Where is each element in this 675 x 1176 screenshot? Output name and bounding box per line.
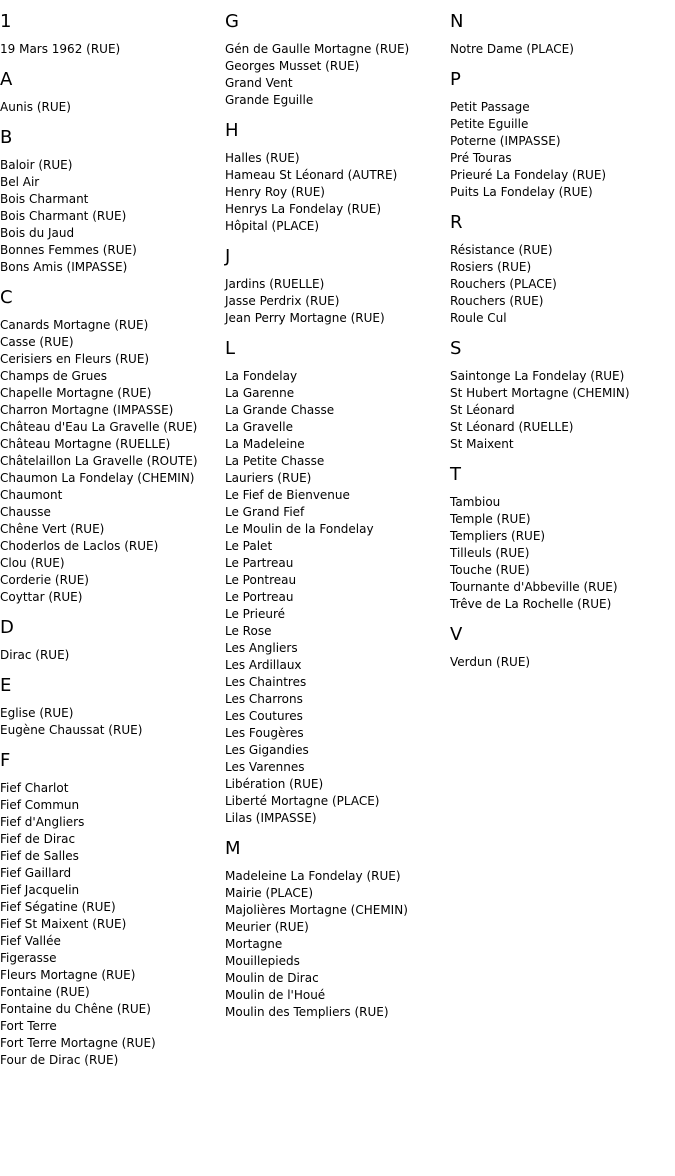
section-letter-heading: H <box>225 120 239 141</box>
street-list <box>0 647 225 664</box>
street-link[interactable]: Petite Eguille <box>450 117 529 131</box>
street-link[interactable]: Résistance (RUE) <box>450 243 553 257</box>
section-letter-heading: 1 <box>0 11 12 32</box>
street-link[interactable]: Fontaine du Chêne (RUE) <box>0 1002 151 1016</box>
street-link[interactable]: Touche (RUE) <box>450 563 530 577</box>
street-link[interactable]: Petit Passage <box>450 100 530 114</box>
street-list <box>225 368 450 827</box>
street-link[interactable]: Hameau St Léonard (AUTRE) <box>225 168 398 182</box>
street-link[interactable]: Tournante d'Abbeville (RUE) <box>450 580 618 594</box>
street-link[interactable]: Fief St Maixent (RUE) <box>0 917 127 931</box>
section-letter-heading: V <box>450 624 463 645</box>
street-link[interactable]: Liberté Mortagne (PLACE) <box>225 794 380 808</box>
street-link[interactable]: 19 Mars 1962 (RUE) <box>0 42 121 56</box>
street-link[interactable]: Hôpital (PLACE) <box>225 219 320 233</box>
letter-section <box>0 287 225 606</box>
street-list <box>0 99 225 116</box>
section-letter-heading: B <box>0 127 13 148</box>
street-link[interactable]: Tilleuls (RUE) <box>450 546 530 560</box>
section-letter-heading: F <box>0 750 11 771</box>
street-link[interactable]: La Grande Chasse <box>225 403 335 417</box>
street-link[interactable]: Moulin de l'Houé <box>225 988 326 1002</box>
street-link[interactable]: Choderlos de Laclos (RUE) <box>0 539 159 553</box>
letter-section <box>0 69 225 116</box>
street-link[interactable]: St Hubert Mortagne (CHEMIN) <box>450 386 630 400</box>
street-link[interactable]: Château d'Eau La Gravelle (RUE) <box>0 420 198 434</box>
street-link[interactable]: Fort Terre Mortagne (RUE) <box>0 1036 156 1050</box>
street-link[interactable]: Le Grand Fief <box>225 505 305 519</box>
street-list <box>225 276 450 327</box>
street-link[interactable]: Cerisiers en Fleurs (RUE) <box>0 352 150 366</box>
section-letter-heading: E <box>0 675 12 696</box>
section-letter-heading: S <box>450 338 462 359</box>
street-link[interactable]: Majolières Mortagne (CHEMIN) <box>225 903 408 917</box>
street-link[interactable]: Eglise (RUE) <box>0 706 74 720</box>
street-link[interactable]: Baloir (RUE) <box>0 158 73 172</box>
street-link[interactable]: Mairie (PLACE) <box>225 886 314 900</box>
street-column-2 <box>225 0 450 1021</box>
street-link[interactable]: Grande Eguille <box>225 93 314 107</box>
street-link[interactable]: Moulin des Templiers (RUE) <box>225 1005 389 1019</box>
street-link[interactable]: Gén de Gaulle Mortagne (RUE) <box>225 42 410 56</box>
street-link[interactable]: Saintonge La Fondelay (RUE) <box>450 369 625 383</box>
street-link[interactable]: Bonnes Femmes (RUE) <box>0 243 137 257</box>
street-link[interactable]: Fort Terre <box>0 1019 57 1033</box>
street-link[interactable]: Champs de Grues <box>0 369 107 383</box>
street-link[interactable]: La Petite Chasse <box>225 454 325 468</box>
street-link[interactable]: La Fondelay <box>225 369 298 383</box>
street-list <box>450 242 675 327</box>
street-link[interactable]: Le Rose <box>225 624 272 638</box>
street-link[interactable]: Fleurs Mortagne (RUE) <box>0 968 136 982</box>
street-link[interactable]: La Madeleine <box>225 437 305 451</box>
street-column-1 <box>0 0 225 1069</box>
section-letter-heading: R <box>450 212 463 233</box>
street-list <box>225 868 450 1021</box>
street-link[interactable]: Le Fief de Bienvenue <box>225 488 350 502</box>
street-list <box>450 41 675 58</box>
letter-section <box>0 750 225 1069</box>
street-link[interactable]: St Léonard <box>450 403 515 417</box>
street-list <box>0 780 225 1069</box>
section-letter-heading: N <box>450 11 464 32</box>
street-link[interactable]: Lilas (IMPASSE) <box>225 811 317 825</box>
section-letter-heading: A <box>0 69 13 90</box>
street-link[interactable]: Canards Mortagne (RUE) <box>0 318 149 332</box>
letter-section <box>450 11 675 58</box>
street-link[interactable]: Les Coutures <box>225 709 303 723</box>
street-link[interactable]: Figerasse <box>0 951 57 965</box>
letter-section <box>0 675 225 739</box>
street-list <box>0 705 225 739</box>
street-link[interactable]: Bons Amis (IMPASSE) <box>0 260 128 274</box>
street-list <box>0 157 225 276</box>
street-link[interactable]: Halles (RUE) <box>225 151 300 165</box>
street-link[interactable]: Fief Vallée <box>0 934 61 948</box>
street-link[interactable]: Le Moulin de la Fondelay <box>225 522 374 536</box>
street-link[interactable]: Fief Jacquelin <box>0 883 80 897</box>
street-link[interactable]: Meurier (RUE) <box>225 920 309 934</box>
street-link[interactable]: Le Partreau <box>225 556 294 570</box>
street-link[interactable]: Trêve de La Rochelle (RUE) <box>450 597 612 611</box>
street-link[interactable]: Dirac (RUE) <box>0 648 70 662</box>
letter-section <box>0 11 225 58</box>
street-link[interactable]: Le Portreau <box>225 590 294 604</box>
letter-section <box>225 838 450 1021</box>
letter-section <box>450 464 675 613</box>
street-link[interactable]: Le Palet <box>225 539 273 553</box>
street-link[interactable]: Georges Musset (RUE) <box>225 59 360 73</box>
letter-section <box>0 617 225 664</box>
section-letter-heading: D <box>0 617 14 638</box>
street-link[interactable]: Les Varennes <box>225 760 305 774</box>
street-link[interactable]: Prieuré La Fondelay (RUE) <box>450 168 607 182</box>
section-letter-heading: G <box>225 11 239 32</box>
street-link[interactable]: Clou (RUE) <box>0 556 65 570</box>
street-link[interactable]: Château Mortagne (RUELLE) <box>0 437 171 451</box>
street-link[interactable]: Templiers (RUE) <box>450 529 546 543</box>
section-letter-heading: M <box>225 838 241 859</box>
street-link[interactable]: Jean Perry Mortagne (RUE) <box>225 311 385 325</box>
street-list <box>0 41 225 58</box>
street-link[interactable]: Lauriers (RUE) <box>225 471 312 485</box>
street-list <box>450 368 675 453</box>
street-link[interactable]: Grand Vent <box>225 76 293 90</box>
street-list <box>225 41 450 109</box>
street-link[interactable]: Les Gigandies <box>225 743 309 757</box>
street-link[interactable]: Chaumont <box>0 488 63 502</box>
street-link[interactable]: Eugène Chaussat (RUE) <box>0 723 143 737</box>
street-link[interactable]: Fief Ségatine (RUE) <box>0 900 116 914</box>
street-link[interactable]: Rouchers (RUE) <box>450 294 544 308</box>
section-letter-heading: L <box>225 338 236 359</box>
street-link[interactable]: La Gravelle <box>225 420 293 434</box>
street-link[interactable]: Roule Cul <box>450 311 507 325</box>
letter-section <box>450 624 675 671</box>
street-link[interactable]: Mortagne <box>225 937 283 951</box>
street-link[interactable]: Libération (RUE) <box>225 777 324 791</box>
letter-section <box>450 338 675 453</box>
street-link[interactable]: Les Chaintres <box>225 675 307 689</box>
street-list <box>450 654 675 671</box>
street-link[interactable]: Charron Mortagne (IMPASSE) <box>0 403 174 417</box>
street-link[interactable]: Fief d'Angliers <box>0 815 85 829</box>
street-link[interactable]: Madeleine La Fondelay (RUE) <box>225 869 401 883</box>
street-link[interactable]: Les Angliers <box>225 641 298 655</box>
street-link[interactable]: Fief Commun <box>0 798 80 812</box>
street-link[interactable]: Casse (RUE) <box>0 335 74 349</box>
section-letter-heading: J <box>225 246 231 267</box>
street-link[interactable]: Temple (RUE) <box>450 512 531 526</box>
street-link[interactable]: Poterne (IMPASSE) <box>450 134 561 148</box>
street-link[interactable]: Chêne Vert (RUE) <box>0 522 105 536</box>
street-link[interactable]: Verdun (RUE) <box>450 655 531 669</box>
street-link[interactable]: Puits La Fondelay (RUE) <box>450 185 593 199</box>
street-list <box>450 494 675 613</box>
street-link[interactable]: Bois Charmant (RUE) <box>0 209 127 223</box>
street-link[interactable]: Henry Roy (RUE) <box>225 185 325 199</box>
street-link[interactable]: Bois du Jaud <box>0 226 75 240</box>
street-link[interactable]: Fief Gaillard <box>0 866 72 880</box>
street-list <box>225 150 450 235</box>
street-link[interactable]: Les Ardillaux <box>225 658 302 672</box>
street-list <box>0 317 225 606</box>
street-link[interactable]: Fief de Dirac <box>0 832 76 846</box>
street-link[interactable]: Fief de Salles <box>0 849 79 863</box>
letter-section <box>0 127 225 276</box>
street-link[interactable]: Les Fougères <box>225 726 304 740</box>
street-link[interactable]: Fief Charlot <box>0 781 69 795</box>
letter-section <box>225 120 450 235</box>
street-link[interactable]: Chausse <box>0 505 51 519</box>
street-link[interactable]: Coyttar (RUE) <box>0 590 83 604</box>
street-link[interactable]: Rouchers (PLACE) <box>450 277 557 291</box>
street-link[interactable]: Moulin de Dirac <box>225 971 319 985</box>
letter-section <box>225 11 450 109</box>
street-link[interactable]: Notre Dame (PLACE) <box>450 42 574 56</box>
letter-section <box>225 246 450 327</box>
street-link[interactable]: Fontaine (RUE) <box>0 985 90 999</box>
street-link[interactable]: Chapelle Mortagne (RUE) <box>0 386 152 400</box>
street-link[interactable]: Aunis (RUE) <box>0 100 71 114</box>
street-link[interactable]: Le Pontreau <box>225 573 297 587</box>
street-link[interactable]: Les Charrons <box>225 692 303 706</box>
street-link[interactable]: Bel Air <box>0 175 40 189</box>
street-link[interactable]: Chaumon La Fondelay (CHEMIN) <box>0 471 195 485</box>
letter-section <box>450 212 675 327</box>
street-column-3 <box>450 0 675 671</box>
street-link[interactable]: Bois Charmant <box>0 192 89 206</box>
letter-section <box>225 338 450 827</box>
section-letter-heading: P <box>450 69 461 90</box>
street-link[interactable]: Rosiers (RUE) <box>450 260 532 274</box>
street-link[interactable]: Corderie (RUE) <box>0 573 89 587</box>
street-link[interactable]: Four de Dirac (RUE) <box>0 1053 119 1067</box>
street-link[interactable]: Tambiou <box>450 495 501 509</box>
street-link[interactable]: Le Prieuré <box>225 607 286 621</box>
street-link[interactable]: St Maixent <box>450 437 514 451</box>
street-link[interactable]: St Léonard (RUELLE) <box>450 420 574 434</box>
street-link[interactable]: Mouillepieds <box>225 954 300 968</box>
street-list <box>450 99 675 201</box>
street-link[interactable]: Jasse Perdrix (RUE) <box>225 294 340 308</box>
section-letter-heading: C <box>0 287 13 308</box>
street-link[interactable]: Jardins (RUELLE) <box>225 277 325 291</box>
street-link[interactable]: Henrys La Fondelay (RUE) <box>225 202 382 216</box>
street-link[interactable]: La Garenne <box>225 386 295 400</box>
letter-section <box>450 69 675 201</box>
street-link[interactable]: Châtelaillon La Gravelle (ROUTE) <box>0 454 198 468</box>
street-link[interactable]: Pré Touras <box>450 151 512 165</box>
section-letter-heading: T <box>450 464 461 485</box>
